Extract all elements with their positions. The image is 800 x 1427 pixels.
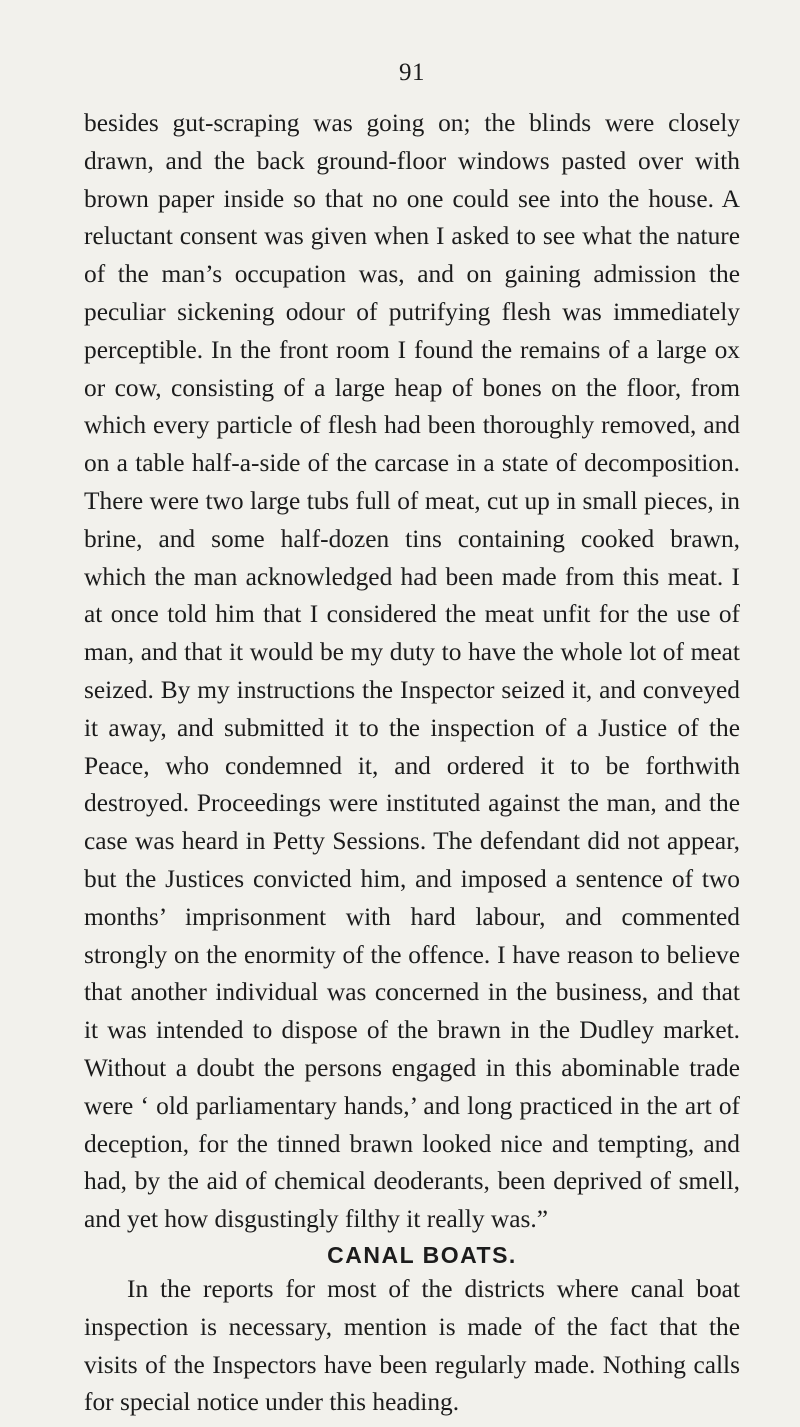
section-heading-canal-boats: CANAL BOATS. [327, 1241, 517, 1268]
body-paragraph-continued: besides gut-scraping was going on; the blinds were closely drawn, and the back ground-floor windows pasted over with brown paper inside so that no one could see into the house. A reluctant consent was given when I asked to see what the nature of the man’s occupation was, and on gaining admission the peculiar sickening odour of putrifying flesh was immediately perceptible. In the front room I found the remains of a large ox or cow, consisting of a large heap of bones on the floor, from which every particle of flesh had been thoroughly removed, and on a table half-a-side of the carcase in a state of decomposition. There were two large tubs full of meat, cut up in small pieces, in brine, and some half-dozen tins containing cooked brawn, which the man acknowledged had been made from this meat. I at once told him that I considered the meat unfit for the use of man, and that it would be my duty to have the whole lot of meat seized. By my instructions the Inspector seized it, and conveyed it away, and submitted it to the inspection of a Justice of the Peace, who condemned it, and ordered it to be forthwith destroyed. Proceedings were instituted against the man, and the case was heard in Petty Sessions. The defendant did not appear, but the Justices convicted him, and imposed a sentence of two months’ imprisonment with hard labour, and commented strongly on the enormity of the offence. I have reason to believe that another individual was concerned in the business, and that it was intended to dispose of the brawn in the Dudley market. Without a doubt the persons engaged in this abominable trade were ‘ old parliamentary hands,’ and long practiced in the art of deception, for the tinned brawn looked nice and tempting, and had, by the aid of chemical deoderants, been deprived of smell, and yet how disgustingly filthy it really was.” [84, 109, 740, 1234]
page-number: 91 [399, 59, 425, 86]
body-paragraph-canal-boats: In the reports for most of the districts where canal boat inspection is necessary, mention is made of the fact that the visits of the Inspectors have been regularly made. Nothing calls for special notice under this heading. [84, 1274, 740, 1417]
